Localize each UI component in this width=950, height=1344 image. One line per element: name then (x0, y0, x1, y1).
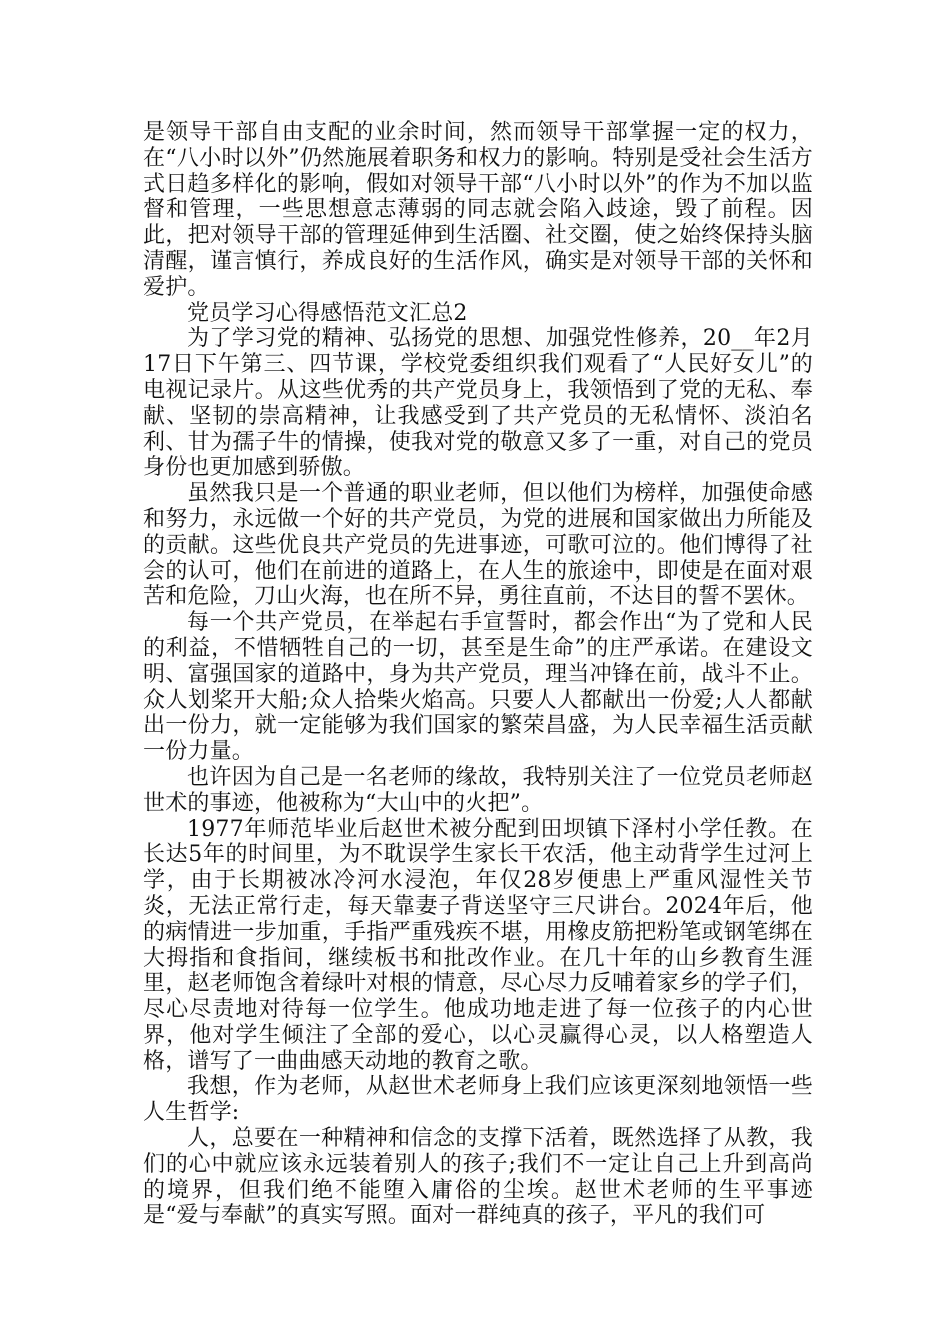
paragraph-teacher-focus: 也许因为自己是一名老师的缘故，我特别关注了一位党员老师赵世术的事迹，他被称为“大山中的火把”。 (143, 764, 813, 816)
paragraph-intro-continuation: 是领导干部自由支配的业余时间，然而领导干部掌握一定的权力，在“八小时以外”仍然施展着职务和权力的影响。特别是受社会生活方式日趋多样化的影响，假如对领导干部“八小时以外”的作为不加以监督和管理，一些思想意志薄弱的同志就会陷入歧途，毁了前程。因此，把对领导干部的管理延伸到生活圈、社交圈，使之始终保持头脑清醒，谨言慎行，养成良好的生活作风，确实是对领导干部的关怀和爱护。 (143, 120, 813, 300)
section-title: 党员学习心得感悟范文汇总2 (187, 300, 468, 326)
paragraph-philosophy: 人，总要在一种精神和信念的支撑下活着，既然选择了从教，我们的心中就应该永远装着别人的孩子;我们不一定让自己上升到高尚的境界，但我们绝不能堕入庸俗的尘埃。赵世术老师的生平事迹是“爱与奉献”的真实写照。面对一群纯真的孩子，平凡的我们可 (143, 1126, 813, 1229)
paragraph-reflection: 我想，作为老师，从赵世术老师身上我们应该更深刻地领悟一些人生哲学: (143, 1074, 813, 1126)
paragraph-oath: 每一个共产党员，在举起右手宣誓时，都会作出“为了党和人民的利益，不惜牺牲自己的一切，甚至是生命”的庄严承诺。在建设文明、富强国家的道路中，身为共产党员，理当冲锋在前，战斗不止。众人划桨开大船;众人拾柴火焰高。只要人人都献出一份爱;人人都献出一份力，就一定能够为我们国家的繁荣昌盛，为人民幸福生活贡献一份力量。 (143, 610, 813, 765)
paragraph-zhao-story: 1977年师范毕业后赵世术被分配到田坝镇下泽村小学任教。在长达5年的时间里，为不耽误学生家长干农活，他主动背学生过河上学，由于长期被冰冷河水浸泡，年仅28岁便患上严重风湿性关节炎，无法正常行走，每天靠妻子背送坚守三尺讲台。2024年后，他的病情进一步加重，手指严重残疾不堪，用橡皮筋把粉笔或钢笔绑在大拇指和食指间，继续板书和批改作业。在几十年的山乡教育生涯里，赵老师饱含着绿叶对根的情意，尽心尽力反哺着家乡的学子们，尽心尽责地对待每一位学生。他成功地走进了每一位孩子的内心世界，他对学生倾注了全部的爱心，以心灵赢得心灵，以人格塑造人格，谱写了一曲曲感天动地的教育之歌。 (143, 816, 813, 1074)
document-body (143, 120, 813, 1229)
paragraph-watching-film: 为了学习党的精神、弘扬党的思想、加强党性修养，20__年2月17日下午第三、四节课，学校党委组织我们观看了“人民好女儿”的电视记录片。从这些优秀的共产党员身上，我领悟到了党的无私、奉献、坚韧的崇高精神，让我感受到了共产党员的无私情怀、淡泊名利、甘为孺子牛的情操，使我对党的敬意又多了一重，对自己的党员身份也更加感到骄傲。 (143, 326, 813, 481)
paragraph-role-model: 虽然我只是一个普通的职业老师，但以他们为榜样，加强使命感和努力，永远做一个好的共产党员，为党的进展和国家做出力所能及的贡献。这些优良共产党员的先进事迹，可歌可泣的。他们博得了社会的认可，他们在前进的道路上，在人生的旅途中，即使是在面对艰苦和危险，刀山火海，也在所不异，勇往直前，不达目的誓不罢休。 (143, 481, 813, 610)
